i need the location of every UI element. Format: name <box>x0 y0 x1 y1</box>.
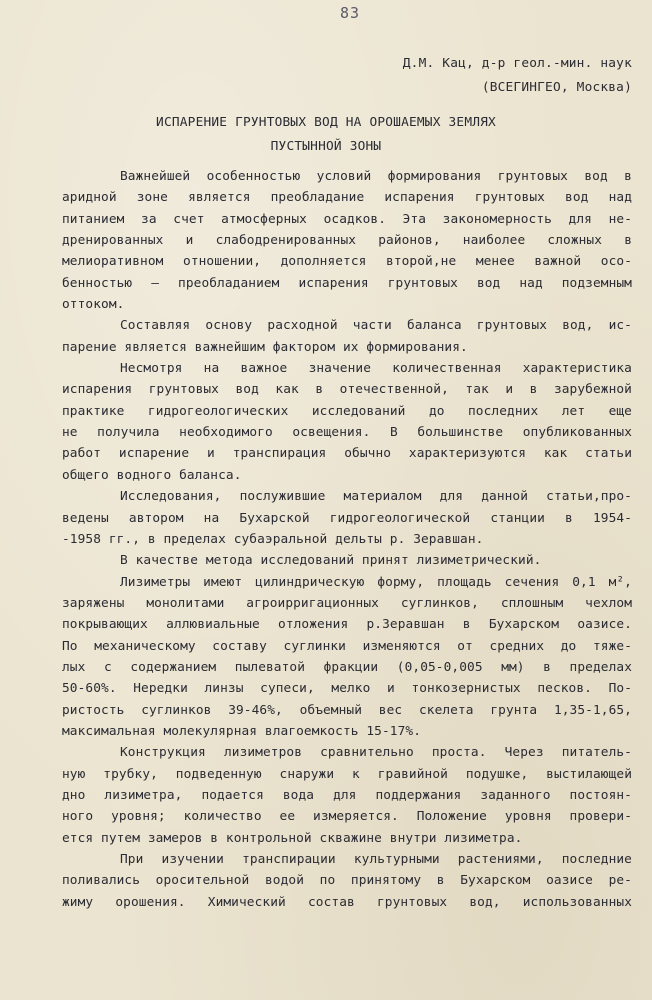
title-line: ИСПАРЕНИЕ ГРУНТОВЫХ ВОД НА ОРОШАЕМЫХ ЗЕМЛЯХ <box>156 115 496 130</box>
text-line: ется путем замеров в контрольной скважине внутри лизиметра. <box>62 830 523 846</box>
text-line: жиму орошения. Химический состав грунтовых вод, использованных <box>62 894 632 910</box>
text-line: заряжены монолитами агроирригационных суглинков, сплошным чехлом <box>62 595 632 611</box>
text-line: лых с содержанием пылеватой фракции (0,05-0,005 мм) в пределах <box>62 659 632 675</box>
text-line: Важнейшей особенностью условий формирования грунтовых вод в <box>120 169 632 184</box>
text-line: ную трубку, подведенную снаружи к гравийной подушке, выстилающей <box>62 766 632 782</box>
text-line: общего водного баланса. <box>62 467 242 483</box>
text-line: оттоком. <box>62 297 125 313</box>
text-line: Несмотря на важное значение количественная характеристика <box>120 361 632 377</box>
article-body <box>62 166 632 913</box>
text-line: питанием за счет атмосферных осадков. Эта закономерность для не- <box>62 211 632 227</box>
text-line: испарения грунтовых вод как в отечественной, так и в зарубежной <box>62 382 632 398</box>
text-line: мелиоративном отношении, дополняется второй,не менее важной осо- <box>62 254 632 270</box>
text-line: бенностью – преобладанием испарения грунтовых вод над подземным <box>62 275 632 291</box>
text-line: Конструкция лизиметров сравнительно проста. Через питатель- <box>120 745 632 761</box>
article-title <box>0 111 652 159</box>
page-number: 83 <box>340 4 361 22</box>
text-line: покрывающих аллювиальные отложения р.Зеравшан в Бухарском оазисе. <box>62 617 632 633</box>
title-line: ПУСТЫННОЙ ЗОНЫ <box>270 139 382 154</box>
text-line: По механическому составу суглинки изменяются от средних до тяже- <box>62 638 632 654</box>
text-line: В качестве метода исследований принят лизиметрический. <box>120 553 542 569</box>
text-line: дренированных и слабодренированных районов, наиболее сложных в <box>62 233 632 249</box>
text-line: максимальная молекулярная влагоемкость 15-17%. <box>62 723 422 739</box>
text-line: ристость суглинков 39-46%, объемный вес скелета грунта 1,35-1,65, <box>62 702 632 718</box>
text-line: Лизиметры имеют цилиндрическую форму, площадь сечения 0,1 м², <box>120 574 632 590</box>
text-line: не получила необходимого освещения. В большинстве опубликованных <box>62 425 632 441</box>
text-line: Исследования, послужившие материалом для данной статьи,про- <box>120 489 632 505</box>
text-line: При изучении транспирации культурными растениями, последние <box>120 852 632 867</box>
text-line: поливались оросительной водой по принятому в Бухарском оазисе ре- <box>62 873 632 889</box>
author-affiliation: (ВСЕГИНГЕО, Москва) <box>481 80 632 95</box>
text-line: аридной зоне является преобладание испарения грунтовых вод над <box>62 190 632 206</box>
text-line: работ испарение и транспирация обычно характеризуются как статьи <box>62 446 632 462</box>
text-line: 50-60%. Нередки линзы супеси, мелко и тонкозернистых песков. По- <box>62 681 632 697</box>
text-line: парение является важнейшим фактором их формирования. <box>62 339 468 355</box>
text-line: -1958 гг., в пределах субаэральной дельты р. Зеравшан. <box>62 531 484 547</box>
author-name: Д.М. Кац, д-р геол.-мин. наук <box>402 56 632 71</box>
text-line: ного уровня; количество ее измеряется. Положение уровня провери- <box>62 809 632 825</box>
text-line: Составляя основу расходной части баланса грунтовых вод, ис- <box>120 318 632 334</box>
text-line: ведены автором на Бухарской гидрогеологической станции в 1954- <box>62 510 632 526</box>
author-block <box>403 52 632 100</box>
text-line: дно лизиметра, подается вода для поддержания заданного постоян- <box>62 787 632 803</box>
text-line: практике гидрогеологических исследований до последних лет еще <box>62 403 632 419</box>
